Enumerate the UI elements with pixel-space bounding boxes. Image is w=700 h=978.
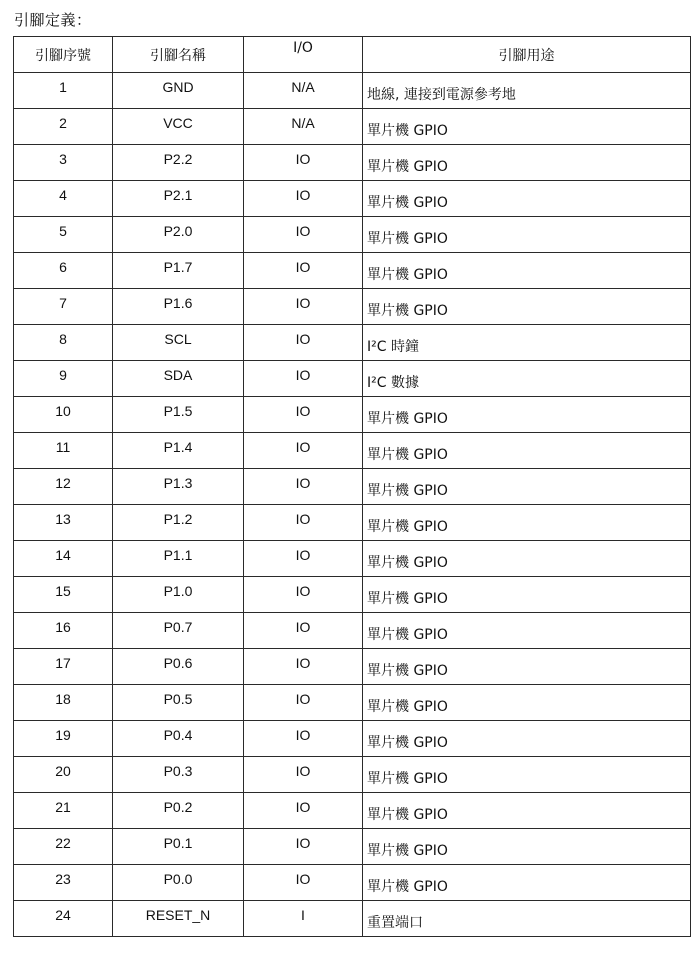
pin-purpose-cell: 單片機 GPIO [363, 397, 691, 433]
pin-number-cell: 16 [14, 613, 113, 649]
pin-purpose-cell: 單片機 GPIO [363, 145, 691, 181]
table-row [14, 109, 691, 145]
section-heading: 引腳定義： [14, 11, 92, 29]
table-row [14, 253, 691, 289]
table-row [14, 649, 691, 685]
pin-number-cell: 14 [14, 541, 113, 577]
pin-purpose-cell: 單片機 GPIO [363, 109, 691, 145]
pin-name-cell: P1.6 [113, 289, 244, 325]
pin-name-cell: GND [113, 73, 244, 109]
pin-io-cell: IO [244, 253, 363, 289]
pin-number-cell: 8 [14, 325, 113, 361]
pin-purpose-cell: 單片機 GPIO [363, 829, 691, 865]
pin-purpose-cell: 單片機 GPIO [363, 505, 691, 541]
pin-name-cell: P0.2 [113, 793, 244, 829]
table-row [14, 325, 691, 361]
pin-name-cell: P1.3 [113, 469, 244, 505]
pin-number-cell: 6 [14, 253, 113, 289]
pin-io-cell: IO [244, 793, 363, 829]
pin-number-cell: 19 [14, 721, 113, 757]
table-row [14, 613, 691, 649]
pin-purpose-cell: 單片機 GPIO [363, 613, 691, 649]
pin-io-cell: IO [244, 865, 363, 901]
pin-number-cell: 15 [14, 577, 113, 613]
table-row [14, 685, 691, 721]
pin-number-cell: 2 [14, 109, 113, 145]
pin-definition-table [13, 36, 691, 937]
header-pin-purpose: 引腳用途 [363, 37, 691, 73]
pin-name-cell: P2.2 [113, 145, 244, 181]
pin-name-cell: P1.4 [113, 433, 244, 469]
pin-number-cell: 5 [14, 217, 113, 253]
pin-purpose-cell: 單片機 GPIO [363, 757, 691, 793]
table-row [14, 145, 691, 181]
table-body [14, 73, 691, 937]
table-row [14, 505, 691, 541]
pin-purpose-cell: I²C 數據 [363, 361, 691, 397]
pin-io-cell: IO [244, 325, 363, 361]
pin-purpose-cell: 單片機 GPIO [363, 289, 691, 325]
pin-name-cell: SDA [113, 361, 244, 397]
pin-io-cell: N/A [244, 73, 363, 109]
pin-purpose-cell: 單片機 GPIO [363, 433, 691, 469]
pin-io-cell: IO [244, 613, 363, 649]
pin-io-cell: IO [244, 757, 363, 793]
pin-purpose-cell: I²C 時鐘 [363, 325, 691, 361]
table-row [14, 397, 691, 433]
pin-number-cell: 11 [14, 433, 113, 469]
pin-io-cell: IO [244, 397, 363, 433]
pin-io-cell: IO [244, 505, 363, 541]
header-io: I/O [244, 37, 363, 73]
header-pin-number: 引腳序號 [14, 37, 113, 73]
table-row [14, 793, 691, 829]
table-row [14, 721, 691, 757]
pin-name-cell: P1.0 [113, 577, 244, 613]
table-row [14, 361, 691, 397]
pin-io-cell: IO [244, 541, 363, 577]
pin-name-cell: P0.6 [113, 649, 244, 685]
pin-io-cell: IO [244, 145, 363, 181]
pin-number-cell: 9 [14, 361, 113, 397]
table-row [14, 865, 691, 901]
pin-number-cell: 18 [14, 685, 113, 721]
pin-purpose-cell: 單片機 GPIO [363, 469, 691, 505]
pin-name-cell: VCC [113, 109, 244, 145]
pin-number-cell: 20 [14, 757, 113, 793]
pin-purpose-cell: 單片機 GPIO [363, 217, 691, 253]
table-row [14, 217, 691, 253]
pin-io-cell: IO [244, 433, 363, 469]
pin-name-cell: P0.5 [113, 685, 244, 721]
pin-purpose-cell: 單片機 GPIO [363, 253, 691, 289]
pin-purpose-cell: 單片機 GPIO [363, 577, 691, 613]
pin-io-cell: N/A [244, 109, 363, 145]
pin-io-cell: I [244, 901, 363, 937]
table-row [14, 433, 691, 469]
pin-name-cell: P1.7 [113, 253, 244, 289]
table-row [14, 541, 691, 577]
table-row [14, 289, 691, 325]
pin-number-cell: 12 [14, 469, 113, 505]
pin-name-cell: P0.4 [113, 721, 244, 757]
pin-purpose-cell: 單片機 GPIO [363, 721, 691, 757]
table-row [14, 757, 691, 793]
pin-purpose-cell: 單片機 GPIO [363, 181, 691, 217]
table-row [14, 901, 691, 937]
pin-number-cell: 3 [14, 145, 113, 181]
pin-purpose-cell: 單片機 GPIO [363, 541, 691, 577]
pin-purpose-cell: 單片機 GPIO [363, 793, 691, 829]
pin-name-cell: RESET_N [113, 901, 244, 937]
pin-number-cell: 1 [14, 73, 113, 109]
pin-number-cell: 13 [14, 505, 113, 541]
table-row [14, 73, 691, 109]
pin-name-cell: P2.0 [113, 217, 244, 253]
pin-io-cell: IO [244, 217, 363, 253]
pin-io-cell: IO [244, 721, 363, 757]
header-pin-name: 引腳名稱 [113, 37, 244, 73]
pin-purpose-cell: 單片機 GPIO [363, 865, 691, 901]
pin-name-cell: P0.1 [113, 829, 244, 865]
pin-number-cell: 22 [14, 829, 113, 865]
table-header-row [14, 37, 691, 73]
pin-name-cell: SCL [113, 325, 244, 361]
table-row [14, 577, 691, 613]
pin-io-cell: IO [244, 829, 363, 865]
pin-io-cell: IO [244, 685, 363, 721]
table-row [14, 829, 691, 865]
pin-name-cell: P1.1 [113, 541, 244, 577]
pin-io-cell: IO [244, 469, 363, 505]
table-row [14, 181, 691, 217]
pin-io-cell: IO [244, 289, 363, 325]
table-row [14, 469, 691, 505]
pin-io-cell: IO [244, 361, 363, 397]
pin-name-cell: P1.2 [113, 505, 244, 541]
pin-number-cell: 21 [14, 793, 113, 829]
pin-number-cell: 4 [14, 181, 113, 217]
pin-number-cell: 7 [14, 289, 113, 325]
pin-name-cell: P0.3 [113, 757, 244, 793]
pin-number-cell: 23 [14, 865, 113, 901]
pin-purpose-cell: 地線, 連接到電源參考地 [363, 73, 691, 109]
pin-number-cell: 24 [14, 901, 113, 937]
pin-purpose-cell: 單片機 GPIO [363, 685, 691, 721]
pin-purpose-cell: 重置端口 [363, 901, 691, 937]
pin-purpose-cell: 單片機 GPIO [363, 649, 691, 685]
pin-name-cell: P1.5 [113, 397, 244, 433]
pin-number-cell: 17 [14, 649, 113, 685]
pin-name-cell: P0.0 [113, 865, 244, 901]
pin-name-cell: P2.1 [113, 181, 244, 217]
pin-io-cell: IO [244, 181, 363, 217]
pin-io-cell: IO [244, 577, 363, 613]
pin-number-cell: 10 [14, 397, 113, 433]
pin-name-cell: P0.7 [113, 613, 244, 649]
pin-io-cell: IO [244, 649, 363, 685]
